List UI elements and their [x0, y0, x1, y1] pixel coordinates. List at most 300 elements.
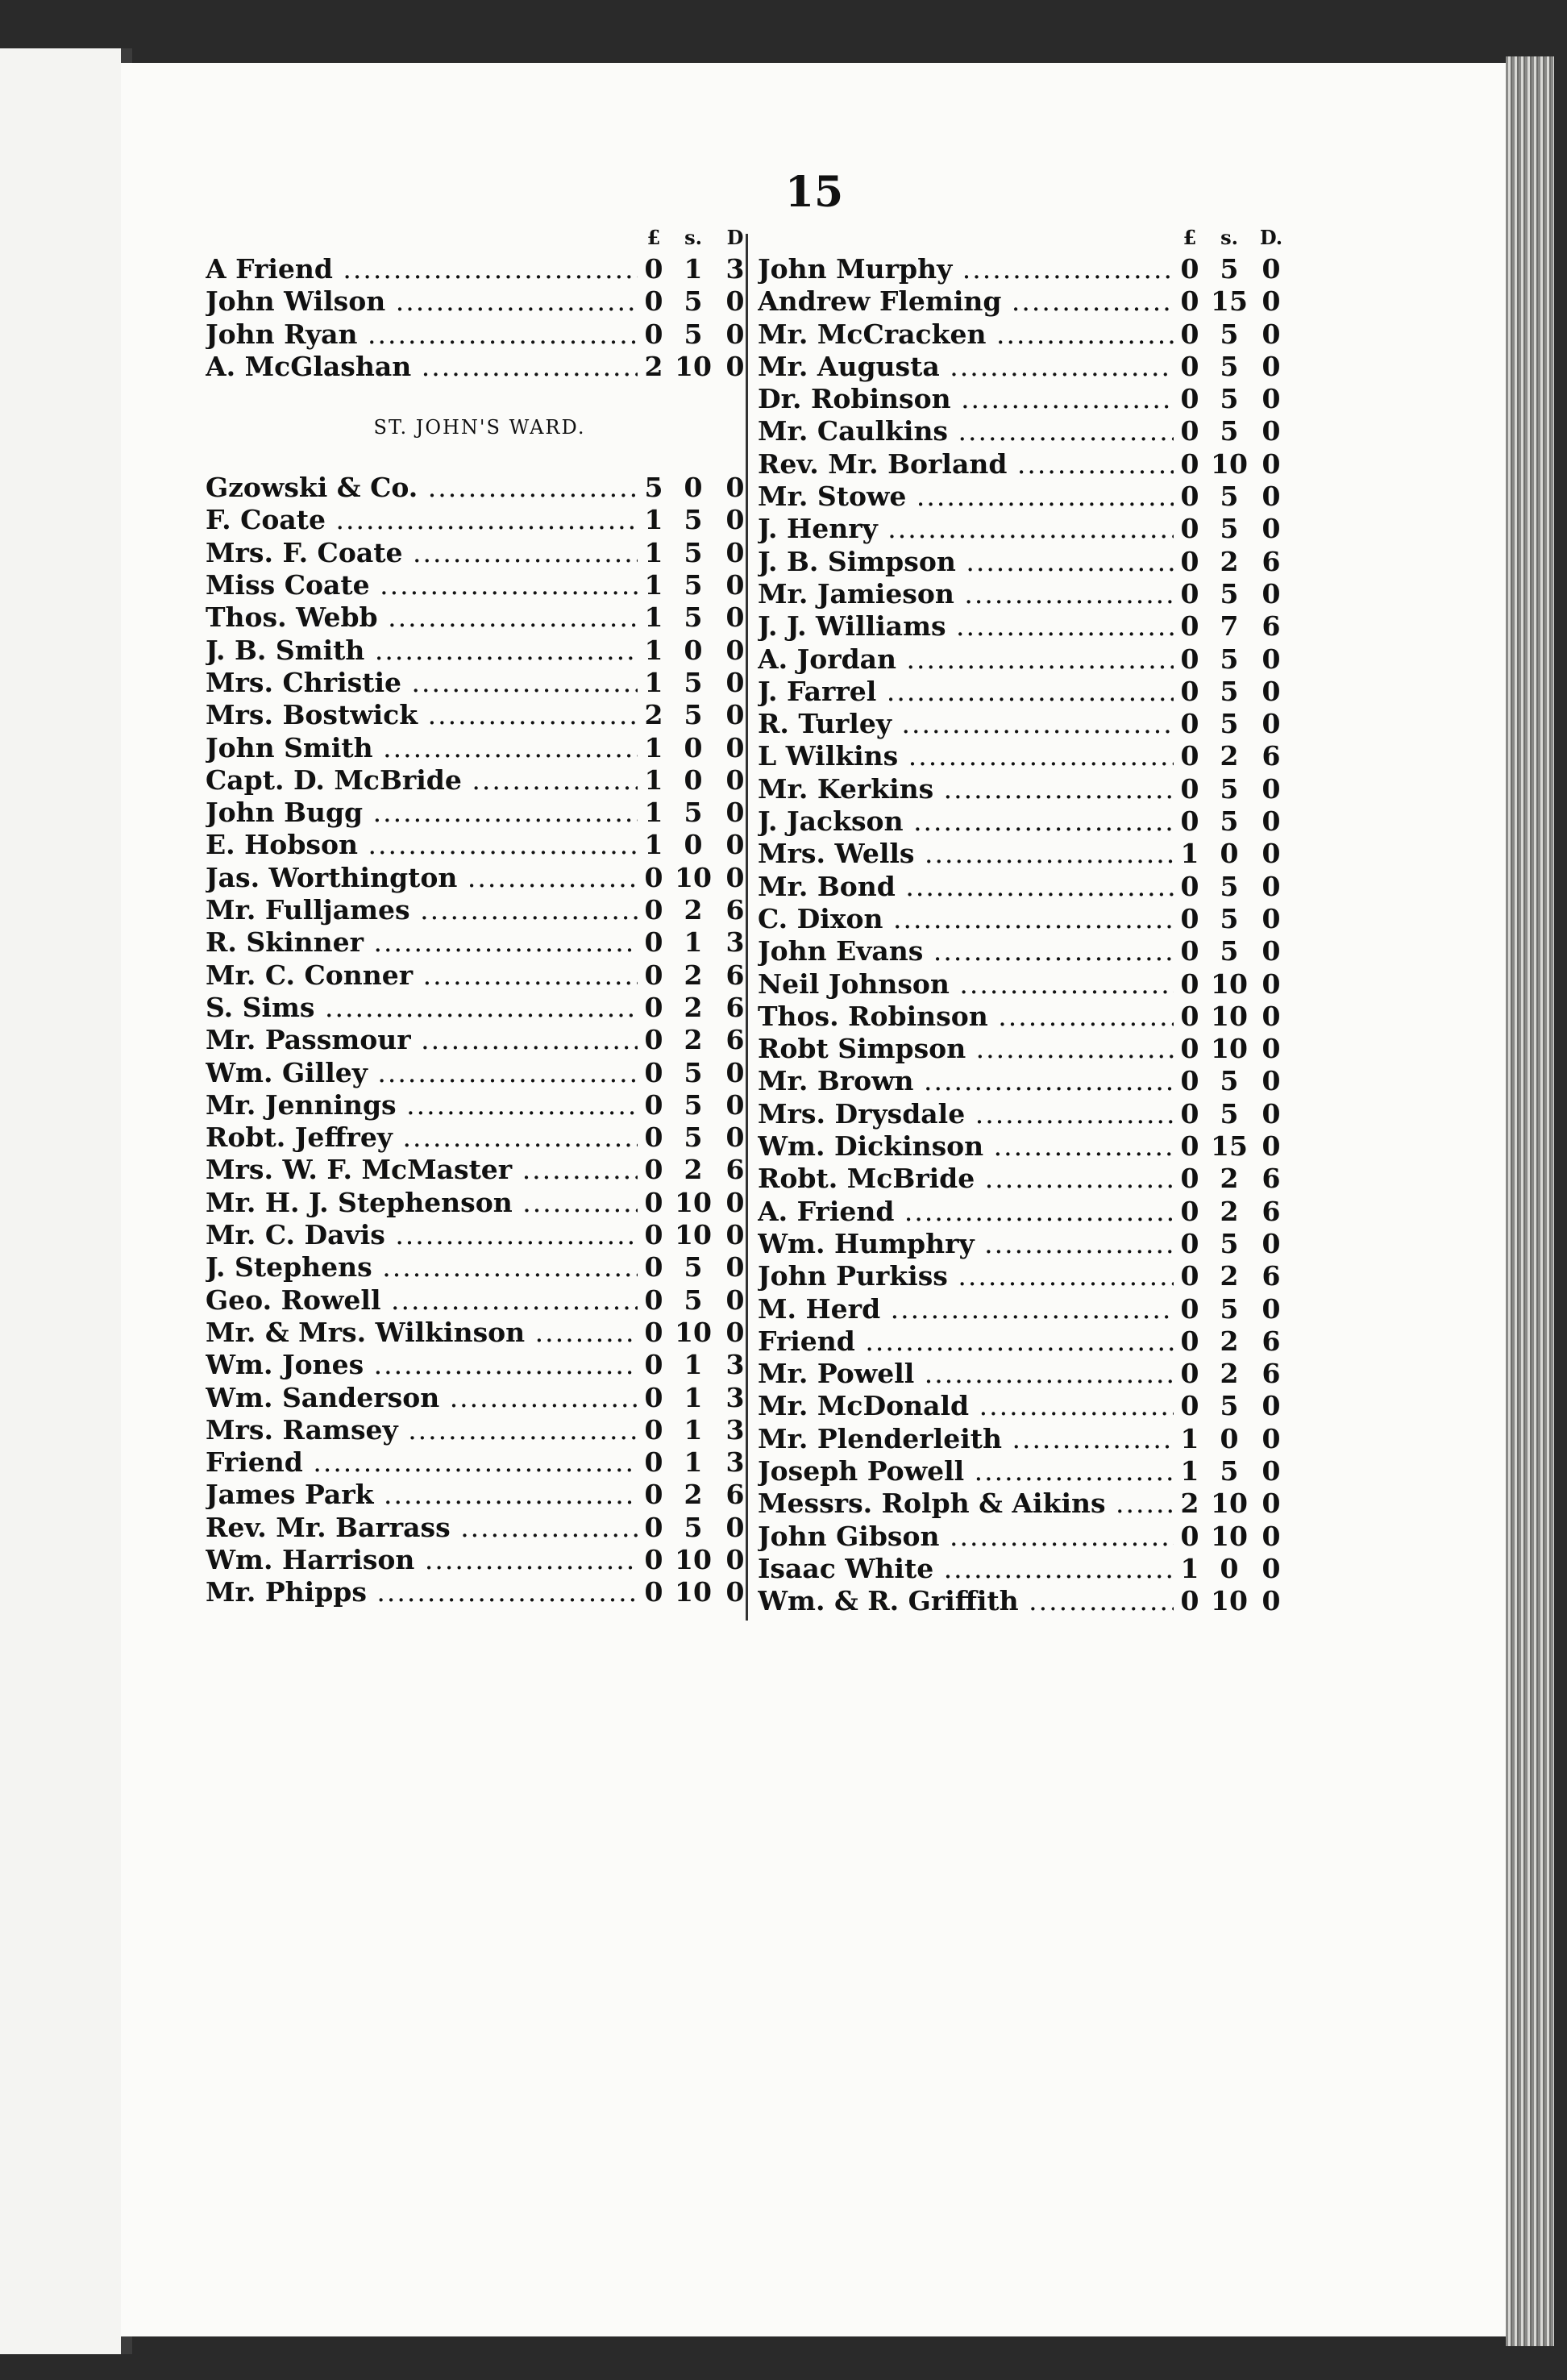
subscriber-row [206, 318, 754, 351]
subscriber-name: Mrs. Ramsey ..... [206, 1414, 638, 1446]
subscriber-row [206, 1317, 754, 1349]
pence-value: 6 [725, 1024, 745, 1056]
shillings-value: 0 [684, 829, 703, 861]
subscriber-row [758, 546, 1290, 578]
pounds-value: 1 [644, 569, 663, 601]
pounds-value: 0 [644, 1316, 663, 1348]
subscriber-name: Mrs. F. Coate ..... [206, 537, 638, 569]
pence-value: 3 [725, 1446, 745, 1479]
pounds-value: 0 [1180, 318, 1199, 350]
shillings-value: 10 [1211, 1033, 1248, 1065]
shillings-value: 5 [1220, 513, 1239, 545]
subscriber-name: Mr. C. Conner ..... [206, 959, 638, 992]
pence-value: 6 [1261, 1358, 1281, 1390]
pence-value: 0 [1261, 577, 1281, 610]
subscriber-name: Mr. & Mrs. Wilkinson ..... [206, 1317, 638, 1349]
pence-value: 0 [725, 472, 745, 504]
subscriber-row [206, 635, 754, 667]
pence-value: 0 [1261, 1520, 1281, 1552]
subscriber-name: J. Henry ..... [758, 513, 1174, 545]
subscriber-name: J. Jackson ..... [758, 805, 1174, 838]
subscriber-row [206, 1284, 754, 1317]
subscriber-row [206, 1024, 754, 1056]
pounds-value: 0 [644, 926, 663, 959]
subscriber-name: J. J. Williams ..... [758, 610, 1174, 643]
subscriber-name: Isaac White ..... [758, 1553, 1174, 1585]
subscriber-name: Mr. Augusta ..... [758, 351, 1174, 383]
pounds-value: 0 [1180, 285, 1199, 318]
pence-value: 0 [1261, 1488, 1281, 1520]
subscriber-row [206, 1251, 754, 1284]
subscriber-name: J. B. Smith ..... [206, 635, 638, 667]
subscriber-name: Mr. Phipps ..... [206, 1576, 638, 1608]
subscriber-name: Geo. Rowell ..... [206, 1284, 638, 1317]
pounds-value: 1 [1180, 1454, 1199, 1487]
shillings-value: 0 [1220, 1552, 1239, 1584]
shillings-value: 2 [1220, 1260, 1239, 1292]
pence-value: 0 [1261, 1422, 1281, 1454]
pounds-header: £ [1183, 226, 1197, 249]
shillings-value: 10 [675, 861, 712, 893]
subscriber-row [758, 1488, 1290, 1520]
shillings-value: 2 [684, 991, 703, 1023]
shillings-value: 5 [684, 797, 703, 829]
shillings-value: 5 [1220, 481, 1239, 513]
shillings-value: 1 [684, 926, 703, 959]
pence-value: 0 [1261, 513, 1281, 545]
pounds-value: 0 [1180, 1033, 1199, 1065]
subscriber-name: Wm. & R. Griffith ..... [758, 1585, 1174, 1617]
subscriber-name: Thos. Robinson ..... [758, 1001, 1174, 1033]
subscriber-row [758, 513, 1290, 545]
shillings-value: 10 [675, 1576, 712, 1608]
subscriber-name: Capt. D. McBride ..... [206, 764, 638, 797]
shillings-value: 10 [675, 1219, 712, 1251]
pounds-value: 1 [644, 797, 663, 829]
subscriber-row [758, 1390, 1290, 1422]
pounds-value: 0 [644, 1284, 663, 1316]
subscriber-row [206, 351, 754, 383]
shillings-value: 1 [684, 1446, 703, 1479]
shillings-value: 5 [1220, 577, 1239, 610]
subscriber-row [758, 1455, 1290, 1488]
subscriber-name: A. Friend ..... [758, 1196, 1174, 1228]
subscriber-row [206, 285, 754, 318]
shillings-value: 5 [684, 285, 703, 318]
subscriber-row [206, 253, 754, 285]
subscriber-row [206, 1121, 754, 1154]
shillings-value: 10 [1211, 967, 1248, 1000]
pence-value: 0 [1261, 772, 1281, 805]
pounds-value: 0 [1180, 513, 1199, 545]
subscriber-name: Wm. Gilley ..... [206, 1057, 638, 1089]
subscriber-name: Mrs. Christie ..... [206, 667, 638, 699]
shillings-value: 5 [1220, 772, 1239, 805]
subscriber-name: Wm. Harrison ..... [206, 1544, 638, 1576]
subscriber-row [206, 829, 754, 861]
subscriber-row [206, 569, 754, 601]
shillings-value: 2 [684, 959, 703, 991]
subscriber-name: F. Coate ..... [206, 504, 638, 536]
pence-value: 0 [1261, 675, 1281, 707]
pence-value: 0 [1261, 643, 1281, 675]
pence-value: 0 [725, 536, 745, 568]
subscriber-name: Wm. Jones ..... [206, 1349, 638, 1381]
subscriber-row [206, 601, 754, 634]
pence-value: 0 [725, 1121, 745, 1154]
subscriber-row [206, 1512, 754, 1544]
subscriber-name: Joseph Powell ..... [758, 1455, 1174, 1488]
subscriber-name: Mr. Plenderleith ..... [758, 1423, 1174, 1455]
subscriber-name: Jas. Worthington ..... [206, 862, 638, 894]
subscriber-row [758, 285, 1290, 318]
subscriber-name: Mrs. Wells ..... [758, 838, 1174, 870]
subscriber-row [758, 318, 1290, 351]
pence-value: 0 [725, 797, 745, 829]
pence-value: 0 [1261, 805, 1281, 838]
subscriber-row [758, 935, 1290, 967]
pence-value: 6 [1261, 1325, 1281, 1357]
subscriber-name: Mr. Caulkins ..... [758, 415, 1174, 447]
shillings-value: 5 [1220, 1454, 1239, 1487]
pence-value: 0 [1261, 1227, 1281, 1259]
pence-value: 0 [1261, 1065, 1281, 1097]
pounds-value: 0 [644, 285, 663, 318]
shillings-value: 5 [684, 1121, 703, 1154]
subscriber-row [206, 1349, 754, 1381]
subscriber-name: Messrs. Rolph & Aikins ..... [758, 1488, 1174, 1520]
shillings-value: 2 [684, 894, 703, 926]
subscriber-row [758, 1033, 1290, 1065]
pounds-value: 0 [1180, 967, 1199, 1000]
pence-value: 0 [1261, 870, 1281, 902]
subscriber-name: Wm. Sanderson ..... [206, 1382, 638, 1414]
subscriber-row [206, 926, 754, 959]
subscriber-row [758, 871, 1290, 903]
pounds-value: 0 [1180, 772, 1199, 805]
subscriber-row [758, 1325, 1290, 1358]
subscriber-name: Rev. Mr. Barrass ..... [206, 1512, 638, 1544]
subscriber-row [758, 1065, 1290, 1097]
pounds-value: 2 [644, 699, 663, 731]
shillings-value: 5 [684, 1088, 703, 1121]
subscriber-row [206, 667, 754, 699]
pounds-value: 0 [1180, 577, 1199, 610]
subscriber-name: John Wilson ..... [206, 285, 638, 318]
pence-value: 6 [1261, 740, 1281, 772]
subscriber-name: Mr. H. J. Stephenson ..... [206, 1187, 638, 1219]
pence-value: 0 [1261, 481, 1281, 513]
pence-value: 0 [1261, 1000, 1281, 1032]
subscriber-name: John Ryan ..... [206, 318, 638, 351]
pounds-value: 0 [1180, 1260, 1199, 1292]
subscriber-row [758, 805, 1290, 838]
subscriber-name: Robt. McBride ..... [758, 1163, 1174, 1195]
pounds-value: 0 [1180, 870, 1199, 902]
subscriber-row [758, 708, 1290, 740]
pence-value: 0 [725, 318, 745, 350]
subscriber-name: Mr. Bond ..... [758, 871, 1174, 903]
pence-value: 0 [725, 731, 745, 764]
right-column [758, 226, 1290, 1617]
pounds-value: 0 [1180, 805, 1199, 838]
pounds-value: 0 [644, 1121, 663, 1154]
pence-value: 3 [725, 1381, 745, 1413]
subscriber-name: Mr. McDonald ..... [758, 1390, 1174, 1422]
shillings-value: 15 [1211, 285, 1248, 318]
pence-value: 0 [1261, 1292, 1281, 1325]
shillings-value: 5 [1220, 350, 1239, 382]
pence-value: 0 [1261, 285, 1281, 318]
pounds-value: 0 [1180, 1325, 1199, 1357]
subscriber-name: Andrew Fleming ..... [758, 285, 1174, 318]
pence-value: 0 [1261, 838, 1281, 870]
pounds-value: 0 [644, 1479, 663, 1511]
pounds-value: 2 [1180, 1488, 1199, 1520]
pounds-value: 1 [644, 504, 663, 536]
subscriber-row [758, 1585, 1290, 1617]
shillings-value: 2 [684, 1024, 703, 1056]
shillings-value: 5 [1220, 675, 1239, 707]
subscriber-name: R. Turley ..... [758, 708, 1174, 740]
pence-value: 0 [725, 1056, 745, 1088]
pence-value: 6 [1261, 610, 1281, 643]
pounds-value: 0 [1180, 902, 1199, 934]
subscriber-row [758, 773, 1290, 805]
subscriber-row [758, 1423, 1290, 1455]
subscriber-row [206, 504, 754, 536]
subscriber-name: Friend ..... [206, 1446, 638, 1479]
subscriber-name: J. B. Simpson ..... [758, 546, 1174, 578]
pounds-value: 0 [644, 1413, 663, 1446]
subscriber-name: A. McGlashan ..... [206, 351, 638, 383]
pounds-value: 0 [1180, 1358, 1199, 1390]
facing-page-edge [0, 48, 132, 2354]
pounds-value: 0 [644, 1024, 663, 1056]
subscriber-name: Mrs. Drysdale ..... [758, 1098, 1174, 1130]
subscriber-row [758, 1196, 1290, 1228]
shillings-value: 5 [684, 1251, 703, 1284]
shillings-value: 0 [1220, 838, 1239, 870]
subscriber-row [206, 472, 754, 504]
pounds-value: 0 [644, 318, 663, 350]
pounds-value: 1 [644, 764, 663, 796]
shillings-value: 5 [1220, 253, 1239, 285]
pounds-value: 0 [644, 1056, 663, 1088]
shillings-value: 5 [684, 601, 703, 634]
page-number: 15 [784, 168, 844, 217]
subscriber-name: Friend ..... [758, 1325, 1174, 1358]
subscriber-name: Mr. Brown ..... [758, 1065, 1174, 1097]
section-title: ST. JOHN'S WARD. [373, 416, 586, 439]
pence-value: 0 [725, 1186, 745, 1218]
shillings-value: 5 [1220, 383, 1239, 415]
subscriber-row [758, 643, 1290, 676]
left-column [206, 226, 754, 1609]
subscriber-row [206, 1089, 754, 1121]
shillings-value: 10 [1211, 1000, 1248, 1032]
shillings-value: 10 [675, 1316, 712, 1348]
pence-value: 6 [725, 1479, 745, 1511]
subscriber-name: John Purkiss ..... [758, 1260, 1174, 1292]
shillings-value: 15 [1211, 1130, 1248, 1163]
subscriber-row [758, 1260, 1290, 1292]
subscriber-list-continued [758, 253, 1290, 1617]
pounds-value: 0 [1180, 447, 1199, 480]
subscriber-list-top [206, 253, 754, 383]
shillings-value: 2 [1220, 1163, 1239, 1195]
pence-value: 0 [725, 634, 745, 666]
pence-value: 6 [725, 894, 745, 926]
subscriber-row [206, 1219, 754, 1251]
subscriber-name: Neil Johnson ..... [758, 968, 1174, 1001]
pounds-value: 0 [1180, 545, 1199, 577]
pence-value: 0 [1261, 318, 1281, 350]
pounds-value: 0 [644, 253, 663, 285]
pence-value: 0 [725, 699, 745, 731]
subscriber-name: Mr. Kerkins ..... [758, 773, 1174, 805]
pence-value: 0 [725, 601, 745, 634]
subscriber-name: Mr. C. Davis ..... [206, 1219, 638, 1251]
shillings-value: 5 [684, 1284, 703, 1316]
shillings-value: 2 [1220, 740, 1239, 772]
shillings-value: 2 [1220, 1195, 1239, 1227]
pence-value: 0 [725, 1511, 745, 1543]
pounds-value: 1 [1180, 1552, 1199, 1584]
subscriber-row [206, 1187, 754, 1219]
subscriber-name: Gzowski & Co. ..... [206, 472, 638, 504]
subscriber-name: Mr. Stowe ..... [758, 481, 1174, 513]
pounds-value: 1 [644, 829, 663, 861]
pence-value: 0 [1261, 708, 1281, 740]
shillings-value: 5 [1220, 1390, 1239, 1422]
subscriber-row [758, 351, 1290, 383]
subscriber-row [758, 676, 1290, 708]
subscriber-row [758, 1228, 1290, 1260]
shillings-value: 5 [1220, 708, 1239, 740]
pence-value: 6 [1261, 1195, 1281, 1227]
subscriber-name: A. Jordan ..... [758, 643, 1174, 676]
pounds-value: 5 [644, 472, 663, 504]
pence-value: 6 [725, 959, 745, 991]
subscriber-name: R. Skinner ..... [206, 926, 638, 959]
pounds-value: 1 [644, 601, 663, 634]
pounds-value: 0 [1180, 1292, 1199, 1325]
subscriber-name: Dr. Robinson ..... [758, 383, 1174, 415]
pounds-value: 0 [1180, 1195, 1199, 1227]
subscriber-name: Mr. Jennings ..... [206, 1089, 638, 1121]
pounds-value: 2 [644, 350, 663, 382]
pounds-value: 0 [1180, 1000, 1199, 1032]
pounds-value: 0 [1180, 481, 1199, 513]
pence-value: 6 [725, 991, 745, 1023]
pounds-value: 0 [1180, 1163, 1199, 1195]
pounds-value: 0 [1180, 350, 1199, 382]
pence-header: D. [1259, 226, 1283, 249]
pence-value: 6 [1261, 545, 1281, 577]
pence-value: 0 [1261, 447, 1281, 480]
pounds-value: 0 [644, 861, 663, 893]
currency-header [206, 226, 754, 253]
pence-value: 0 [1261, 1585, 1281, 1617]
shillings-value: 0 [684, 731, 703, 764]
pence-value: 0 [725, 666, 745, 698]
subscriber-row [758, 610, 1290, 643]
currency-header [758, 226, 1290, 253]
shillings-value: 1 [684, 1381, 703, 1413]
subscriber-name: Mr. Powell ..... [758, 1358, 1174, 1390]
pounds-value: 0 [1180, 708, 1199, 740]
pounds-value: 0 [1180, 383, 1199, 415]
subscriber-name: John Murphy ..... [758, 253, 1174, 285]
subscriber-name: Rev. Mr. Borland ..... [758, 448, 1174, 481]
shillings-value: 0 [684, 634, 703, 666]
subscriber-row [206, 537, 754, 569]
subscriber-name: C. Dixon ..... [758, 903, 1174, 935]
pounds-value: 0 [1180, 1390, 1199, 1422]
subscriber-row [206, 1057, 754, 1089]
pence-value: 6 [1261, 1163, 1281, 1195]
subscriber-row [206, 894, 754, 926]
subscriber-name: E. Hobson ..... [206, 829, 638, 861]
shillings-value: 5 [684, 666, 703, 698]
pounds-value: 0 [1180, 1130, 1199, 1163]
shillings-value: 10 [1211, 1520, 1248, 1552]
subscriber-name: Mr. Passmour ..... [206, 1024, 638, 1056]
pence-value: 0 [1261, 1033, 1281, 1065]
pence-value: 0 [725, 1251, 745, 1284]
subscriber-row [758, 1521, 1290, 1553]
pence-value: 0 [725, 829, 745, 861]
pounds-value: 0 [644, 1186, 663, 1218]
subscriber-name: J. Farrel ..... [758, 676, 1174, 708]
pence-value: 0 [1261, 935, 1281, 967]
pence-value: 0 [1261, 253, 1281, 285]
shillings-value: 5 [1220, 1097, 1239, 1130]
pounds-value: 0 [1180, 415, 1199, 447]
subscriber-name: Robt. Jeffrey ..... [206, 1121, 638, 1154]
pence-value: 3 [725, 253, 745, 285]
pounds-value: 0 [1180, 935, 1199, 967]
shillings-value: 0 [684, 764, 703, 796]
subscriber-row [758, 1293, 1290, 1325]
pence-value: 0 [1261, 1130, 1281, 1163]
pence-value: 0 [1261, 1097, 1281, 1130]
pounds-value: 0 [644, 1154, 663, 1186]
pounds-value: 0 [644, 1219, 663, 1251]
pence-value: 0 [725, 1219, 745, 1251]
pence-value: 0 [725, 1284, 745, 1316]
pence-value: 0 [725, 1088, 745, 1121]
pence-value: 3 [725, 926, 745, 959]
shillings-value: 10 [675, 350, 712, 382]
pence-value: 6 [725, 1154, 745, 1186]
pounds-value: 0 [1180, 253, 1199, 285]
subscriber-row [758, 903, 1290, 935]
pounds-value: 1 [644, 731, 663, 764]
pence-value: 0 [1261, 967, 1281, 1000]
pounds-value: 1 [1180, 1422, 1199, 1454]
pounds-value: 0 [644, 1251, 663, 1284]
pounds-value: 0 [1180, 643, 1199, 675]
shillings-value: 5 [684, 1056, 703, 1088]
pounds-value: 0 [1180, 1097, 1199, 1130]
shillings-value: 2 [1220, 1325, 1239, 1357]
shillings-value: 5 [1220, 902, 1239, 934]
subscriber-name: Wm. Humphry ..... [758, 1228, 1174, 1260]
pence-value: 0 [725, 1316, 745, 1348]
shillings-header: s. [684, 226, 702, 249]
